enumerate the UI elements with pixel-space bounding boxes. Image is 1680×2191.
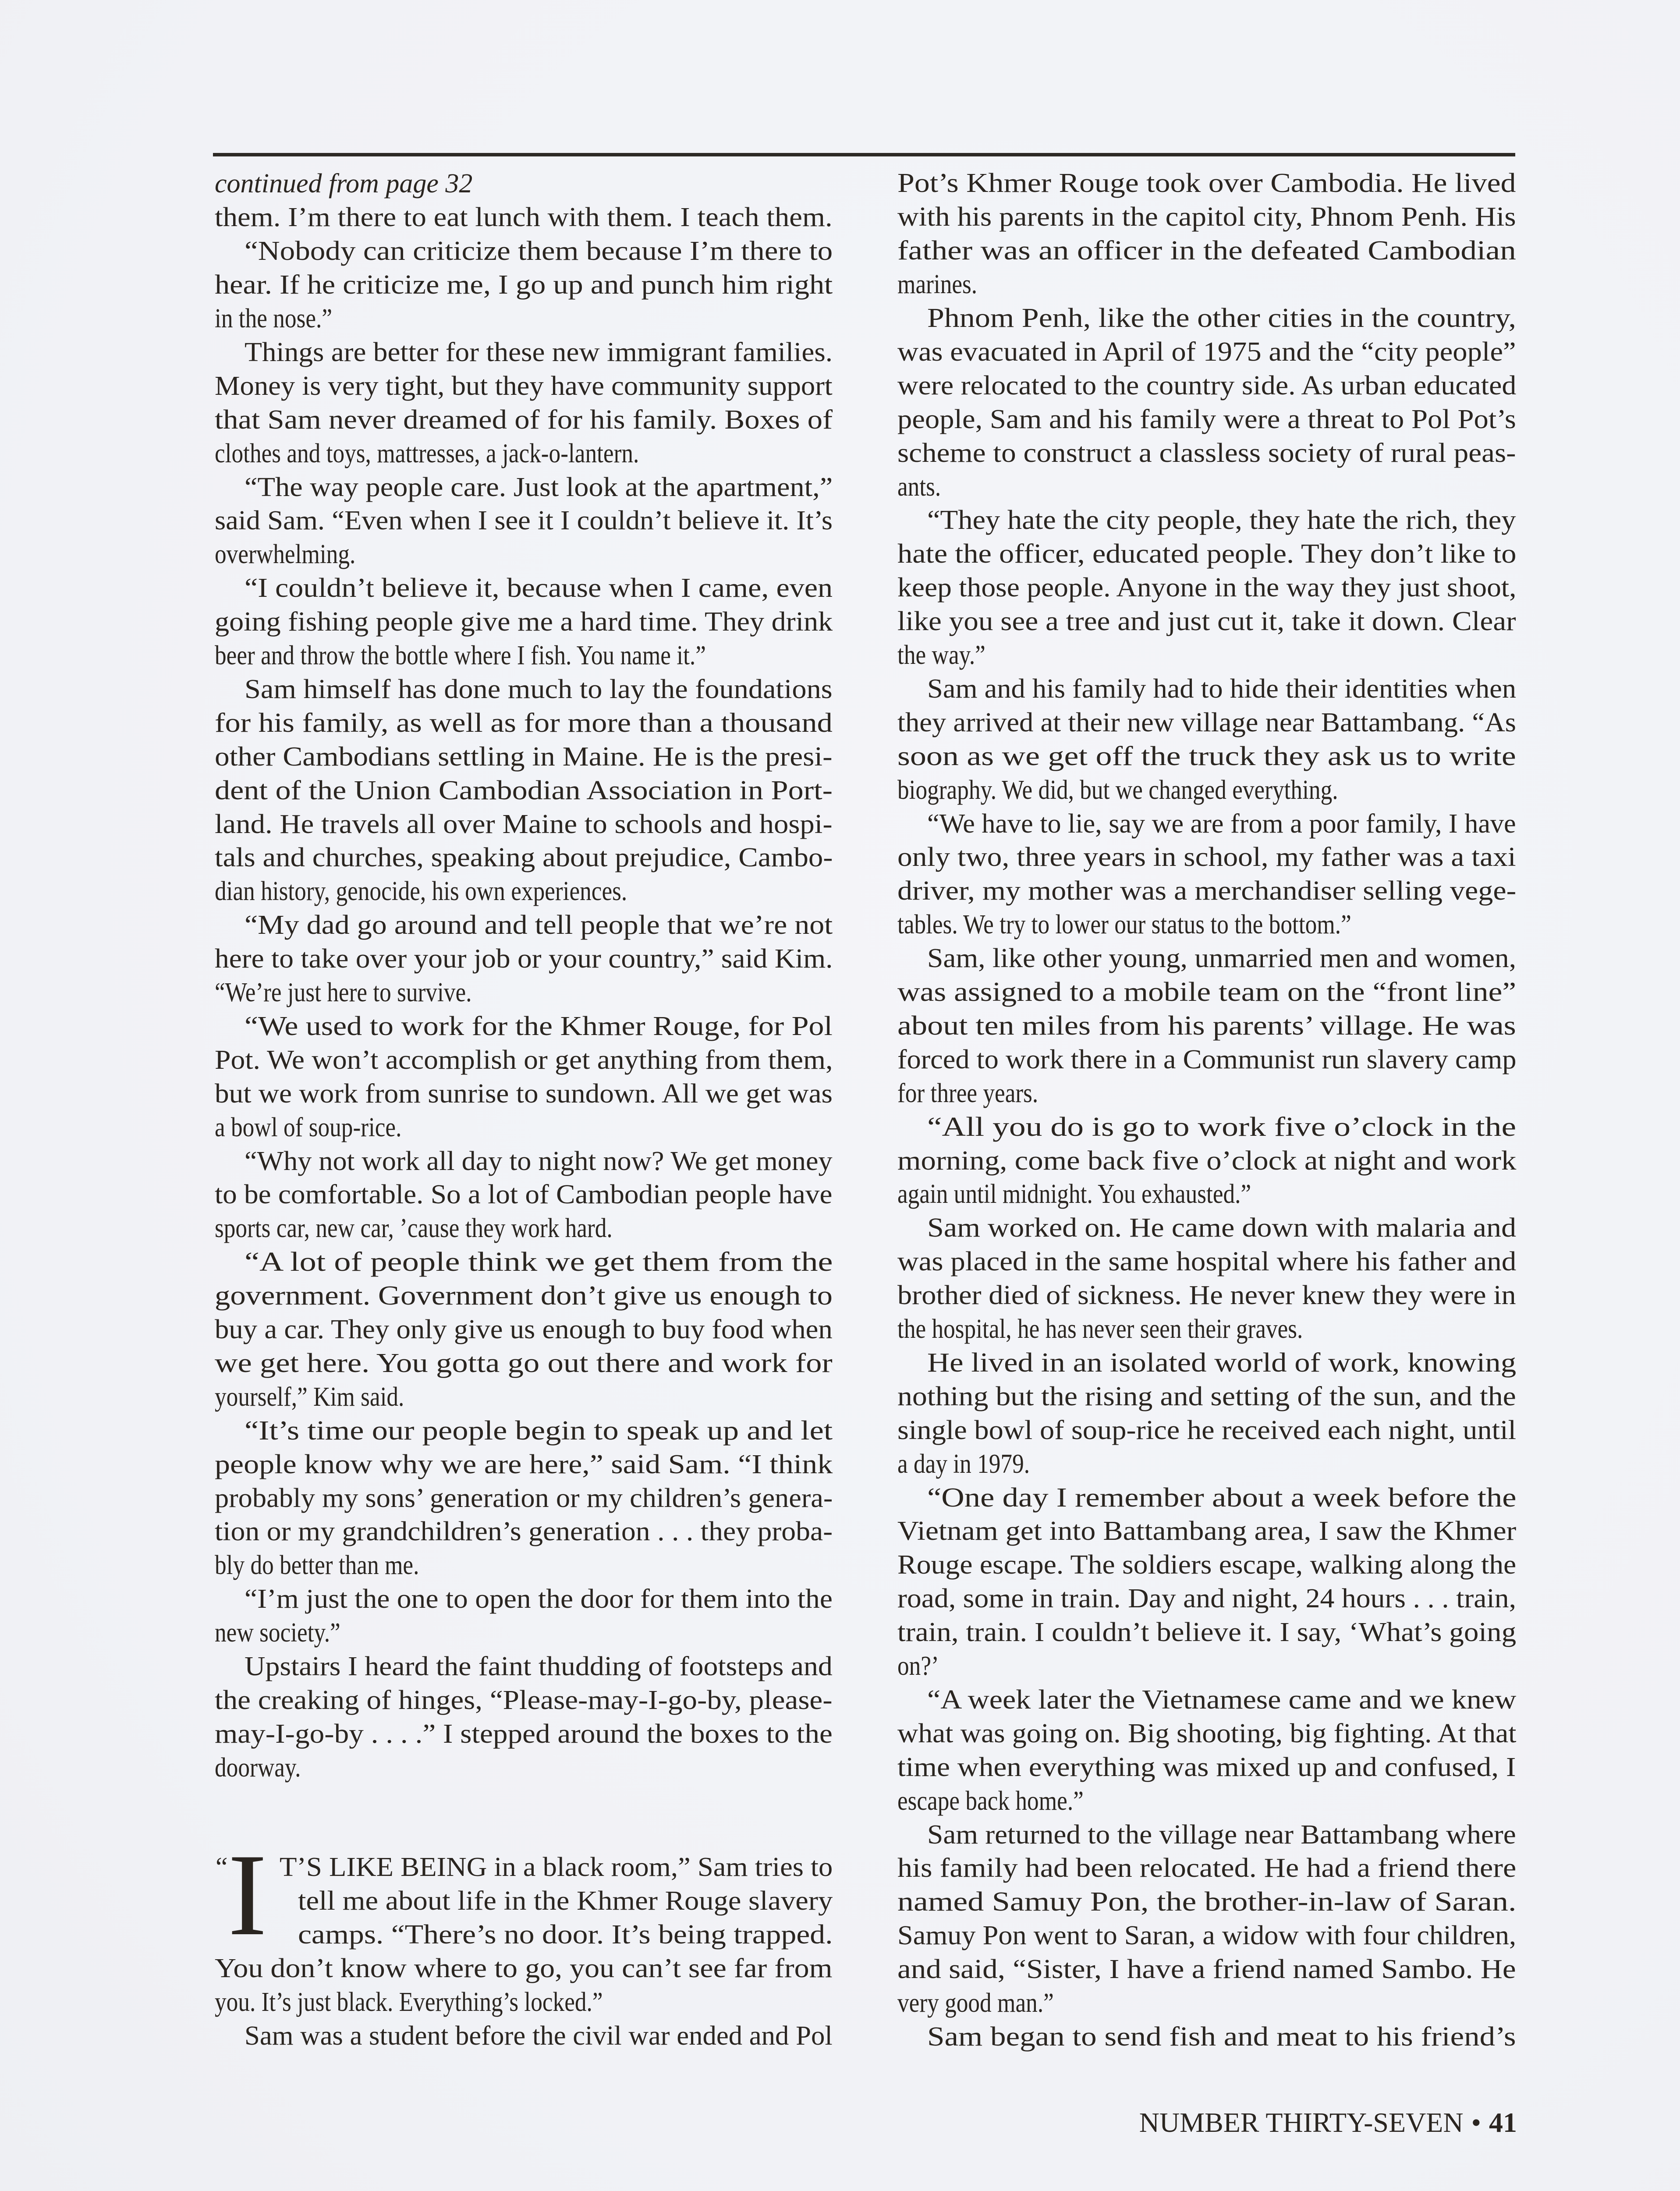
page-footer (1139, 2109, 1517, 2137)
text-line: Vietnam get into Battambang area, I saw the Khmer (897, 1516, 1517, 1546)
text-line: “My dad go around and tell people that we’re not (245, 910, 833, 940)
text-line: that Sam never dreamed of for his family. Boxes of (215, 404, 833, 435)
text-line: tals and churches, speaking about prejudice, Cambo- (215, 843, 833, 873)
text-line: Pot’s Khmer Rouge took over Cambodia. He lived (897, 168, 1516, 199)
text-line: with his parents in the capitol city, Phnom Penh. His (897, 202, 1516, 232)
text-line: again until midnight. You exhausted.” (897, 1179, 1251, 1209)
text-line: Money is very tight, but they have community support (215, 371, 833, 401)
text-line: land. He travels all over Maine to schools and hospi- (215, 809, 833, 839)
text-line: “A week later the Vietnamese came and we knew (927, 1684, 1517, 1715)
text-line: “They hate the city people, they hate the rich, they (927, 505, 1516, 535)
text-line: only two, three years in school, my father was a taxi (897, 842, 1516, 872)
text-line: what was going on. Big shooting, big fighting. At that (897, 1718, 1517, 1748)
drop-cap-text-line: T’S LIKE BEING in a black room,” Sam tries to (280, 1852, 833, 1883)
text-line: “We’re just here to survive. (215, 978, 472, 1007)
drop-cap-text-line: tell me about life in the Khmer Rouge slavery (298, 1886, 833, 1916)
text-line: very good man.” (897, 1988, 1054, 2018)
text-line: time when everything was mixed up and confused, I (897, 1752, 1516, 1782)
text-line: Sam and his family had to hide their identities when (927, 674, 1517, 704)
text-line: “A lot of people think we get them from the (245, 1247, 833, 1277)
text-line: “I’m just the one to open the door for them into the (245, 1584, 833, 1614)
text-line: escape back home.” (897, 1786, 1084, 1816)
text-line: father was an officer in the defeated Cambodian (897, 236, 1516, 266)
text-line: the way.” (897, 640, 985, 670)
text-line: keep those people. Anyone in the way they just shoot, (897, 573, 1517, 603)
text-line: “Nobody can criticize them because I’m there to (245, 236, 833, 266)
text-line: here to take over your job or your country,” said Kim. (215, 944, 833, 974)
text-line: You don’t know where to go, you can’t see far from (215, 1953, 833, 1984)
text-line: “It’s time our people begin to speak up and let (245, 1415, 833, 1446)
text-line: the creaking of hinges, “Please-may-I-go-by, please- (215, 1685, 833, 1715)
text-line: “All you do is go to work five o’clock in the (927, 1112, 1517, 1142)
text-line: scheme to construct a classless society of rural peas- (897, 438, 1516, 468)
text-line: hear. If he criticize me, I go up and punch him right (215, 270, 833, 300)
text-line: “One day I remember about a week before the (927, 1482, 1517, 1513)
text-line: new society.” (215, 1618, 340, 1648)
text-line: them. I’m there to eat lunch with them. I teach them. (215, 202, 833, 233)
text-line: named Samuy Pon, the brother-in-law of Saran. (897, 1887, 1517, 1917)
text-line: other Cambodians settling in Maine. He is the presi- (215, 741, 833, 772)
text-line: about ten miles from his parents’ village. He was (897, 1010, 1516, 1041)
text-line: and said, “Sister, I have a friend named Sambo. He (897, 1954, 1516, 1985)
text-line: soon as we get off the truck they ask us to write (897, 741, 1516, 771)
text-line: ants. (897, 472, 941, 502)
text-line: sports car, new car, ’cause they work hard. (215, 1213, 613, 1244)
text-line: “The way people care. Just look at the apartment,” (245, 472, 833, 502)
text-line: doorway. (215, 1752, 301, 1783)
text-line: road, some in train. Day and night, 24 hours . . . train, (897, 1584, 1517, 1614)
text-line: morning, come back five o’clock at night and work (897, 1145, 1517, 1176)
text-line: overwhelming. (215, 539, 356, 570)
text-line: was evacuated in April of 1975 and the “city people” (897, 337, 1516, 367)
text-line: dent of the Union Cambodian Association in Port- (215, 775, 833, 805)
text-line: Sam worked on. He came down with malaria and (927, 1213, 1517, 1243)
text-line: to be comfortable. So a lot of Cambodian people have (215, 1180, 833, 1210)
text-line: brother died of sickness. He never knew they were in (897, 1280, 1516, 1311)
drop-cap-open-quote: “ (216, 1852, 228, 1883)
text-line: they arrived at their new village near Battambang. “As (897, 707, 1516, 737)
text-line: like you see a tree and just cut it, take it down. Clear (897, 606, 1516, 637)
text-line: clothes and toys, mattresses, a jack-o-lantern. (215, 438, 639, 468)
text-line: Samuy Pon went to Saran, a widow with four children, (897, 1921, 1517, 1951)
bullet-separator-icon: • (1471, 2107, 1481, 2138)
text-line: Phnom Penh, like the other cities in the country, (927, 303, 1517, 333)
text-line: Things are better for these new immigrant families. (245, 337, 833, 367)
text-line: marines. (897, 269, 978, 300)
text-line: forced to work there in a Communist run slavery camp (897, 1044, 1517, 1074)
drop-cap-letter: I (228, 1829, 267, 1960)
text-line: was assigned to a mobile team on the “front line” (897, 977, 1517, 1007)
left-column (215, 0, 833, 2191)
text-line: people know why we are here,” said Sam. “I think (215, 1449, 833, 1479)
text-line: going fishing people give me a hard time. They drink (215, 607, 833, 637)
text-line: buy a car. They only give us enough to buy food when (215, 1315, 833, 1344)
text-line: may-I-go-by . . . .” I stepped around the boxes to the (215, 1719, 833, 1749)
text-line: nothing but the rising and setting of the sun, and the (897, 1381, 1516, 1411)
text-line: He lived in an isolated world of work, knowing (927, 1347, 1517, 1378)
text-line: government. Government don’t give us enough to (215, 1281, 833, 1311)
text-line: were relocated to the country side. As urban educated (897, 370, 1517, 401)
text-line: a bowl of soup-rice. (215, 1112, 402, 1142)
text-line: a day in 1979. (897, 1449, 1030, 1479)
text-line: Sam himself has done much to lay the foundations (245, 674, 833, 704)
text-line: Sam returned to the village near Battambang where (927, 1819, 1516, 1850)
text-line: was placed in the same hospital where his father and (897, 1247, 1517, 1277)
text-line: tables. We try to lower our status to the bottom.” (897, 910, 1351, 940)
continued-from-note: continued from page 32 (215, 169, 473, 199)
text-line: for three years. (897, 1078, 1038, 1108)
page-number: 41 (1489, 2107, 1517, 2138)
text-line: beer and throw the bottle where I fish. You name it.” (215, 641, 706, 670)
text-line: for his family, as well as for more than a thousand (215, 708, 833, 738)
text-line: people, Sam and his family were a threat to Pol Pot’s (897, 404, 1516, 434)
text-line: but we work from sunrise to sundown. All we get was (215, 1078, 833, 1109)
text-line: “We have to lie, say we are from a poor family, I have (927, 808, 1516, 839)
issue-label: NUMBER THIRTY-SEVEN (1139, 2107, 1464, 2138)
text-line: single bowl of soup-rice he received each night, until (897, 1415, 1517, 1445)
text-line: Rouge escape. The soldiers escape, walking along the (897, 1550, 1517, 1580)
text-line: “I couldn’t believe it, because when I came, even (245, 573, 833, 603)
text-line: the hospital, he has never seen their graves. (897, 1314, 1303, 1344)
text-line: Sam was a student before the civil war ended and Pol (245, 2021, 833, 2051)
text-line: you. It’s just black. Everything’s locked.” (215, 1987, 603, 2017)
text-line: train, train. I couldn’t believe it. I say, ‘What’s going (897, 1617, 1517, 1648)
text-line: tion or my grandchildren’s generation . . . they proba- (215, 1517, 833, 1547)
drop-cap-text-line: camps. “There’s no door. It’s being trapped. (298, 1920, 833, 1950)
text-line: Sam, like other young, unmarried men and women, (927, 943, 1517, 974)
text-line: in the nose.” (215, 304, 333, 333)
text-line: on?’ (897, 1651, 939, 1681)
text-line: Upstairs I heard the faint thudding of footsteps and (245, 1652, 833, 1681)
text-line: “We used to work for the Khmer Rouge, for Pol (245, 1011, 833, 1041)
text-line: “Why not work all day to night now? We get money (245, 1146, 833, 1176)
text-line: his family had been relocated. He had a friend there (897, 1853, 1517, 1883)
text-line: driver, my mother was a merchandiser selling vege- (897, 876, 1517, 906)
text-line: Pot. We won’t accomplish or get anything from them, (215, 1045, 833, 1075)
text-line: probably my sons’ generation or my children’s genera- (215, 1483, 833, 1513)
text-line: bly do better than me. (215, 1550, 419, 1581)
right-column (897, 0, 1516, 2191)
text-line: said Sam. “Even when I see it I couldn’t believe it. It’s (215, 506, 833, 536)
text-line: biography. We did, but we changed everything. (897, 775, 1338, 805)
text-line: yourself,” Kim said. (215, 1382, 404, 1412)
text-line: dian history, genocide, his own experiences. (215, 876, 627, 907)
text-line: hate the officer, educated people. They don’t like to (897, 539, 1517, 569)
text-line: Sam began to send fish and meat to his friend’s (927, 2021, 1516, 2052)
text-line: we get here. You gotta go out there and work for (215, 1348, 833, 1378)
